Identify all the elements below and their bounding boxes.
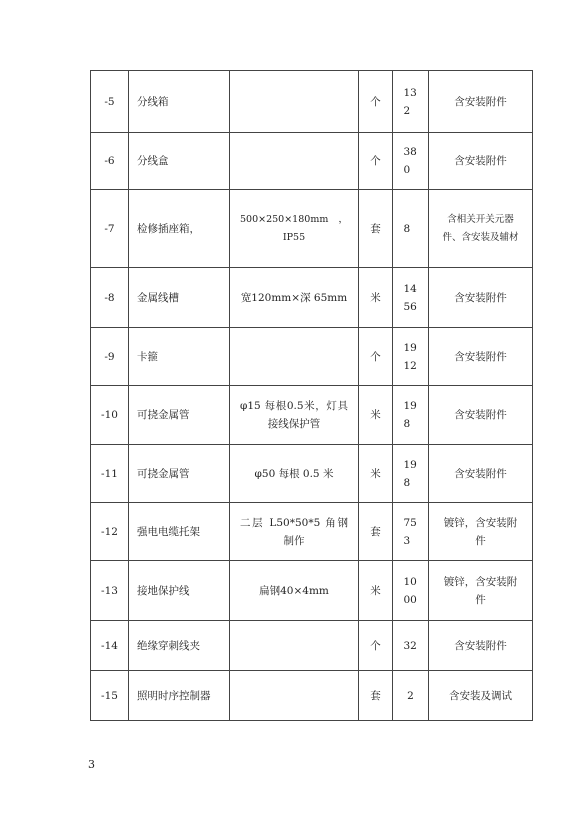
quantity-text: 2 [407,689,414,702]
item-quantity [393,268,429,328]
item-name [129,671,230,721]
item-note: 含安装附件 [429,386,533,445]
item-note: 含安装附件 [429,445,533,503]
quantity-text: 132 [403,86,417,117]
item-unit: 套 [359,671,393,721]
page-number: 3 [88,758,95,771]
item-quantity [393,671,429,721]
item-quantity [393,621,429,671]
item-note [429,503,533,561]
item-unit: 米 [359,561,393,621]
item-name: 接地保护线 [129,561,230,621]
quantity-text: 1000 [403,575,417,606]
item-name: 检修插座箱， [129,190,230,268]
spec-text: φ15 每根0.5米，灯具接线保护管 [240,400,348,430]
item-note: 含安装附件 [429,133,533,190]
item-unit: 个 [359,133,393,190]
table-row [91,621,533,671]
item-spec [230,621,359,671]
table-row [91,190,533,268]
item-quantity [393,71,429,133]
item-unit: 个 [359,328,393,386]
row-number: -13 [91,561,129,621]
item-unit: 米 [359,268,393,328]
item-name: 卡箍 [129,328,230,386]
item-quantity [393,445,429,503]
row-number: -12 [91,503,129,561]
quantity-text: 198 [403,458,417,489]
item-spec [230,671,359,721]
row-number: -10 [91,386,129,445]
item-name: 金属线槽 [129,268,230,328]
note-text: 镀锌，含安装附件 [443,575,518,606]
item-unit: 个 [359,71,393,133]
table-row [91,268,533,328]
quantity-text: 32 [403,639,417,652]
equipment-table-body [91,71,533,721]
row-number: -14 [91,621,129,671]
item-spec [230,190,359,268]
note-text: 镀锌，含安装附件 [443,516,518,547]
item-spec [230,503,359,561]
row-number: -8 [91,268,129,328]
item-name: 绝缘穿刺线夹 [129,621,230,671]
item-quantity [393,561,429,621]
table-row [91,133,533,190]
item-note [429,190,533,268]
quantity-text: 380 [403,146,417,176]
row-number: -11 [91,445,129,503]
item-name: 可挠金属管 [129,386,230,445]
row-number: -9 [91,328,129,386]
item-note: 含安装附件 [429,268,533,328]
item-spec [230,328,359,386]
item-note: 含安装附件 [429,328,533,386]
item-unit: 米 [359,386,393,445]
item-spec [230,133,359,190]
table-row [91,503,533,561]
equipment-table [90,70,533,721]
item-name: 可挠金属管 [129,445,230,503]
row-number: -15 [91,671,129,721]
quantity-text: 198 [403,400,417,430]
item-spec: 扁钢40×4mm [230,561,359,621]
item-unit: 套 [359,190,393,268]
row-number: -7 [91,190,129,268]
table-row [91,561,533,621]
item-name: 分线箱 [129,71,230,133]
item-quantity [393,133,429,190]
item-unit: 套 [359,503,393,561]
spec-text: 二层 L50*50*5 角钢制作 [240,516,348,547]
item-note: 含安装附件 [429,71,533,133]
row-number: -6 [91,133,129,190]
item-spec [230,386,359,445]
item-note: 含安装附件 [429,621,533,671]
table-row [91,328,533,386]
item-spec: 宽120mm×深 65mm [230,268,359,328]
item-note: 含安装及调试 [429,671,533,721]
row-number: -5 [91,71,129,133]
item-spec [230,71,359,133]
name-text: 照明时序控制器 [137,689,211,702]
table-row [91,71,533,133]
item-unit: 米 [359,445,393,503]
table-row [91,445,533,503]
item-name: 强电电缆托架 [129,503,230,561]
item-quantity [393,503,429,561]
item-quantity [393,386,429,445]
item-quantity [393,328,429,386]
item-note [429,561,533,621]
quantity-text: 1456 [403,282,417,313]
quantity-text: 1912 [403,341,417,372]
item-quantity [393,190,429,268]
quantity-text: 8 [403,222,411,235]
item-unit: 个 [359,621,393,671]
table-row [91,671,533,721]
item-spec: φ50 每根 0.5 米 [230,445,359,503]
table-row [91,386,533,445]
item-name: 分线盒 [129,133,230,190]
spec-text: 500×250×180mm，IP55 [240,213,348,243]
note-text: 含相关开关元器件、含安装及辅材 [442,213,519,243]
quantity-text: 753 [403,516,417,547]
